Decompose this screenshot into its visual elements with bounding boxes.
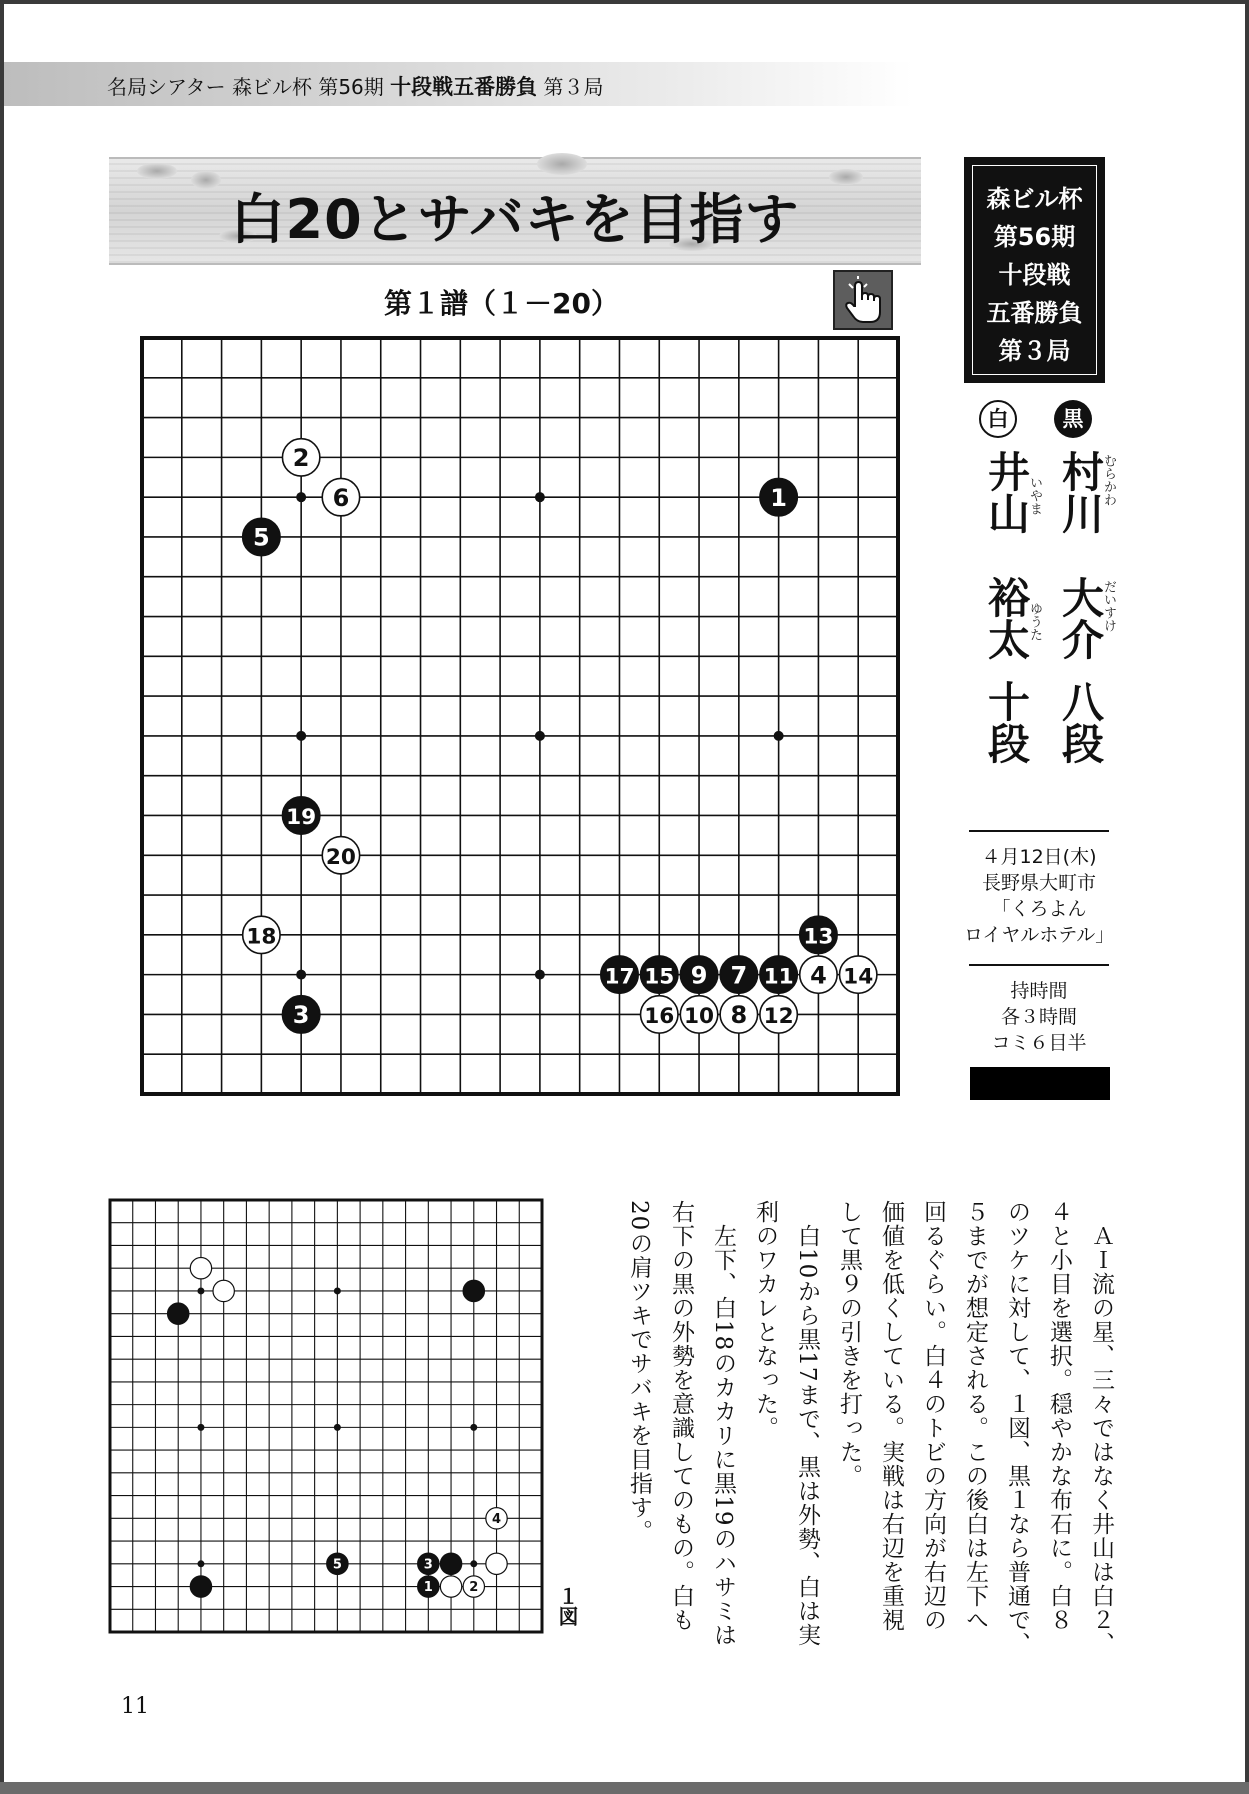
stone-number: 1 bbox=[770, 483, 787, 512]
black-stone bbox=[190, 1576, 211, 1597]
white-stone-4 bbox=[800, 956, 837, 993]
white-stone bbox=[486, 1553, 507, 1574]
pointing-hand-icon[interactable] bbox=[833, 270, 893, 330]
commentary-line: 価値を低くしている。実戦は右辺を重視 bbox=[878, 1200, 904, 1632]
black-surname: 村川 bbox=[1056, 450, 1105, 534]
black-surname-ruby: むらかわ bbox=[1101, 454, 1116, 506]
header-match: 十段戦五番勝負 bbox=[390, 75, 538, 99]
stone-number: 17 bbox=[604, 964, 635, 990]
venue-place: 長野県大町市 bbox=[981, 872, 1096, 894]
white-stone-16 bbox=[641, 996, 678, 1033]
pointing-hand-glyph bbox=[841, 276, 887, 326]
star-point bbox=[296, 492, 306, 502]
figure-1-go-board bbox=[108, 1198, 544, 1634]
white-stone-4 bbox=[486, 1508, 507, 1529]
stone-number: 14 bbox=[843, 964, 874, 990]
star-point bbox=[470, 1560, 477, 1567]
star-point bbox=[334, 1424, 341, 1431]
main-go-board bbox=[140, 336, 900, 1096]
black-badge: 黒 bbox=[1054, 400, 1092, 438]
white-stone-18 bbox=[243, 916, 280, 953]
stone-number: 12 bbox=[763, 1004, 794, 1030]
game-date: ４月12日(木) bbox=[981, 846, 1097, 868]
black-stone-19 bbox=[282, 797, 319, 834]
time-label: 持時間 bbox=[1010, 980, 1068, 1002]
stone-number: 9 bbox=[690, 961, 708, 990]
page bbox=[4, 4, 1245, 1782]
stone-number: 3 bbox=[292, 1001, 310, 1030]
wood-knot bbox=[537, 153, 587, 175]
white-stone-8 bbox=[720, 996, 757, 1033]
black-stone bbox=[440, 1553, 461, 1574]
commentary-line: のツケに対して、１図、黒１なら普通で、 bbox=[1004, 1200, 1030, 1656]
white-given-ruby: ゆうた bbox=[1027, 602, 1042, 641]
star-point bbox=[197, 1560, 204, 1567]
black-stone-11 bbox=[760, 956, 797, 993]
star-point bbox=[535, 492, 545, 502]
stone-number: 3 bbox=[423, 1557, 433, 1573]
time-each: 各３時間 bbox=[1000, 1006, 1077, 1028]
star-point bbox=[535, 970, 545, 980]
black-stone-7 bbox=[720, 956, 757, 993]
commentary-line: 右下の黒の外勢を意識してのもの。白も bbox=[668, 1200, 694, 1632]
white-surname: 井山 bbox=[982, 450, 1031, 534]
event-line: 第56期 bbox=[993, 223, 1076, 251]
stone-number: 20 bbox=[325, 844, 356, 870]
stone-number: 18 bbox=[246, 924, 277, 950]
header-series: 名局シアター 森ビル杯 第56期 bbox=[107, 75, 391, 99]
stone-number: 8 bbox=[730, 1001, 748, 1030]
article-title: 白20とサバキを目指す bbox=[230, 188, 800, 251]
figure-1-label: １図 bbox=[555, 1586, 579, 1626]
white-stone-2 bbox=[463, 1576, 484, 1597]
stone-number: 4 bbox=[492, 1511, 502, 1527]
star-point bbox=[334, 1287, 341, 1294]
page-number: 11 bbox=[121, 1694, 149, 1719]
white-stone-2 bbox=[282, 439, 319, 476]
white-surname-ruby: いやま bbox=[1027, 476, 1042, 515]
black-stone bbox=[168, 1303, 189, 1324]
running-header bbox=[107, 71, 603, 101]
white-stone-12 bbox=[760, 996, 797, 1033]
star-point bbox=[296, 970, 306, 980]
white-badge: 白 bbox=[979, 400, 1017, 438]
black-stone-5 bbox=[327, 1553, 348, 1574]
star-point bbox=[197, 1287, 204, 1294]
header-game: 第３局 bbox=[537, 75, 604, 99]
stone-number: 5 bbox=[332, 1557, 342, 1573]
title-board bbox=[109, 157, 921, 265]
star-point bbox=[296, 731, 306, 741]
stone-number: 19 bbox=[286, 805, 317, 831]
bottom-strip bbox=[0, 1782, 1249, 1794]
black-stone-1 bbox=[418, 1576, 439, 1597]
commentary-line: ４と小目を選択。穏やかな布石に。白８ bbox=[1046, 1200, 1072, 1632]
commentary-line: 回るぐらい。白４のトビの方向が右辺の bbox=[920, 1200, 946, 1632]
komi: コミ６目半 bbox=[991, 1032, 1087, 1054]
white-stone bbox=[213, 1280, 234, 1301]
white-stone bbox=[440, 1576, 461, 1597]
black-stone bbox=[463, 1280, 484, 1301]
commentary-line: 左下、白18のカカリに黒19のハサミは bbox=[710, 1200, 736, 1647]
black-stone-17 bbox=[601, 956, 638, 993]
kifu-caption: 第１譜（１－20） bbox=[384, 287, 619, 320]
event-line: 十段戦 bbox=[998, 261, 1071, 289]
stone-number: 6 bbox=[332, 483, 350, 512]
black-stone-5 bbox=[243, 518, 280, 555]
stone-number: 5 bbox=[253, 523, 270, 552]
stone-number: 7 bbox=[730, 961, 748, 990]
commentary-line: ５までが想定される。この後白は左下へ bbox=[962, 1200, 988, 1632]
stone-number: 15 bbox=[644, 964, 675, 990]
stone-number: 2 bbox=[292, 444, 310, 473]
star-point bbox=[470, 1424, 477, 1431]
divider bbox=[969, 964, 1109, 966]
board-frame bbox=[110, 1200, 542, 1632]
stone-number: 10 bbox=[684, 1004, 715, 1030]
stone-number: 16 bbox=[644, 1004, 675, 1030]
black-rank: 八段 bbox=[1056, 680, 1105, 764]
white-stone-14 bbox=[840, 956, 877, 993]
black-stone-1 bbox=[760, 478, 797, 515]
black-stone-3 bbox=[418, 1553, 439, 1574]
event-line: 五番勝負 bbox=[986, 299, 1083, 327]
stone-number: 1 bbox=[423, 1580, 433, 1596]
black-stone-3 bbox=[282, 996, 319, 1033]
white-stone-6 bbox=[322, 478, 359, 515]
event-line: 森ビル杯 bbox=[986, 185, 1083, 213]
commentary-line: 20の肩ツキでサバキを目指す。 bbox=[626, 1200, 652, 1544]
black-stone-9 bbox=[680, 956, 717, 993]
white-given-name: 裕太 bbox=[982, 576, 1031, 660]
black-given-name: 大介 bbox=[1056, 576, 1105, 660]
event-box bbox=[964, 157, 1105, 383]
white-stone-10 bbox=[680, 996, 717, 1033]
divider bbox=[969, 830, 1109, 832]
white-stone bbox=[190, 1258, 211, 1279]
board-grid bbox=[110, 1200, 542, 1632]
commentary-line: して黒９の引きを打った。 bbox=[836, 1200, 862, 1488]
stone-number: 11 bbox=[763, 964, 794, 990]
star-point bbox=[774, 731, 784, 741]
black-given-ruby: だいすけ bbox=[1101, 580, 1116, 632]
star-point bbox=[535, 731, 545, 741]
venue-hotel: ロイヤルホテル」 bbox=[964, 924, 1115, 946]
stone-number: 4 bbox=[810, 961, 827, 990]
black-stone-15 bbox=[641, 956, 678, 993]
stone-number: 13 bbox=[803, 924, 834, 950]
venue-hotel: 「くろよん bbox=[991, 898, 1087, 920]
black-bar bbox=[970, 1067, 1110, 1100]
stone-number: 2 bbox=[469, 1580, 479, 1596]
commentary-line: 利のワカレとなった。 bbox=[752, 1200, 778, 1440]
commentary-line: 白10から黒17まで、黒は外勢、白は実 bbox=[794, 1200, 820, 1647]
white-stone-20 bbox=[322, 837, 359, 874]
star-point bbox=[197, 1424, 204, 1431]
white-rank: 十段 bbox=[982, 680, 1031, 764]
black-stone-13 bbox=[800, 916, 837, 953]
event-line: 第３局 bbox=[998, 337, 1071, 365]
commentary-line: ＡＩ流の星、三々ではなく井山は白２、 bbox=[1088, 1200, 1114, 1656]
